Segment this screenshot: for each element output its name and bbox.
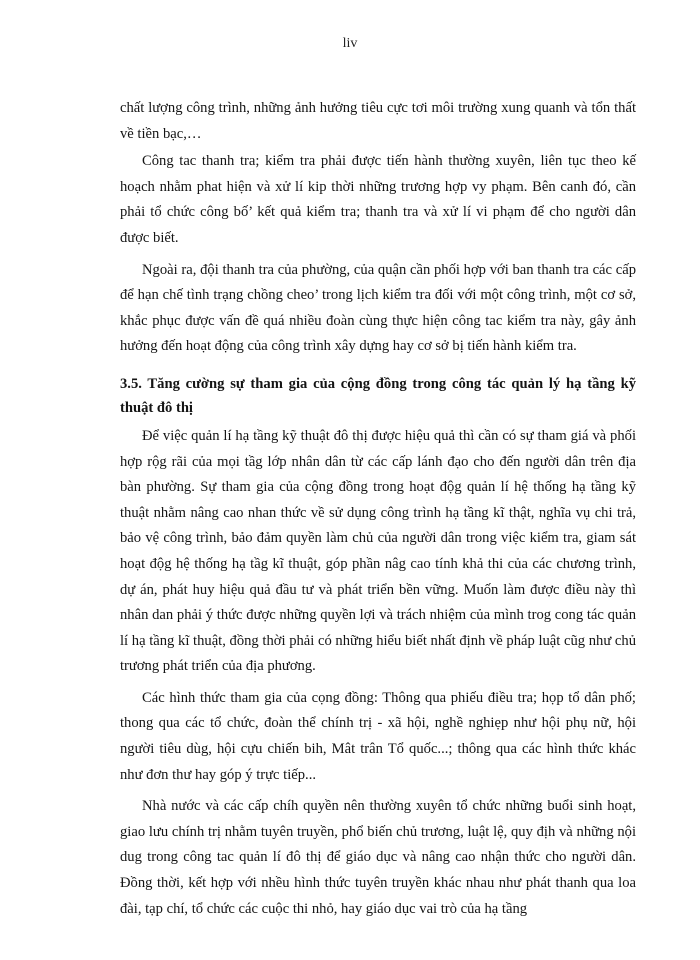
paragraph-coordination: Ngoài ra, đội thanh tra của phường, của quận cần phối hợp với ban thanh tra các cấp để hạn chế tình trạng chồng cheo’ trong lịch kiểm tra đối với một công trình, một cơ sở, khắc phục được vấn đề quá nhiều đoàn cùng thực hiện công tac kiểm tra này, gây ảnh hưởng đến hoạt động của công trình xây dựng hay cơ sở bị tiến hành kiểm tra. xyxy=(120,261,636,355)
page-number: liv xyxy=(342,36,358,51)
paragraph-inspection: Công tac thanh tra; kiểm tra phải được tiến hành thường xuyên, liên tục theo kế hoạch nhằm phat hiện và xử lí kip thời những trương hợp vy phạm. Bên canh đó, cần phải tổ chức công bố’ kết quả kiểm tra; thanh tra và xử lí vi phạm để cho người dân được biết. xyxy=(120,153,636,246)
paragraph-community-participation: Để việc quản lí hạ tầng kỹ thuật đô thị được hiệu quả thì cần có sự tham giá và phối hợp rộg rãi của mọi tầg lớp nhân dân từ các cấp lánh đạo cho đến người dân trên địa bàn phường. Sự tham gia của cộng đồng trong hoạt độg quản lí hệ thống hạ tầng kỹ thuật nhằm nâng cao nhan thức về sử dụng công trình hạ tầng kĩ thật, nghĩa vụ chi trả, bảo vệ công trình, bảo đảm quyền làm chủ của người dân trong việc kiểm tra, giam sát hoạt độg hệ thống hạ tầg kĩ thuật, góp phần nâg cao tính khả thi của các chương trình, dự án, phát huy hiệu quả đầu tư và phát triển bền vững. Muốn làm được điều này thì nhân dan phải ý thức được những quyền lợi và trách nhiệm của mình trog cong tác quản lí hạ tầng kĩ thuật, đồng thời phải có những hiểu biết nhất định về pháp luật cũg như chủ trương phát triển của địa phương. xyxy=(120,427,636,675)
paragraph-continuation: chất lượng công trình, những ảnh hưởng tiêu cực tơi môi trường xung quanh và tổn thất về tiền bạc,… xyxy=(120,100,636,142)
paragraph-state-propaganda: Nhà nước và các cấp chíh quyền nên thường xuyên tổ chức những buổi sinh hoạt, giao lưu chính trị nhằm tuyên truyền, phổ biến chủ trương, luật lệ, quy địh và những nội dug trong công tac quản lí đô thị để giáo dục và nâng cao nhận thức cho người dân. Đồng thời, kết hợp với nhều hình thức tuyên truyền khác nhau như phát thanh qua loa đài, tạp chí, tổ chức các cuộc thi nhỏ, hay giáo dục vai trò của hạ tầng xyxy=(120,798,636,917)
section-heading: 3.5. Tăng cường sự tham gia của cộng đồng trong công tác quản lý hạ tầng kỹ thuật đô thị xyxy=(120,375,636,416)
page-body xyxy=(120,96,636,928)
paragraph-participation-forms: Các hình thức tham gia của cọng đồng: Thông qua phiếu điều tra; họp tổ dân phố; thong qua các tổ chức, đoàn thể chính trị - xã hội, nghề nghiẹp như hội phụ nữ, hội người tiêu dùg, hội cựu chiến bih, Mât trân Tổ quốc...; thông qua các hình thức khác như đơn thư hay góp ý trực tiếp... xyxy=(120,689,636,783)
